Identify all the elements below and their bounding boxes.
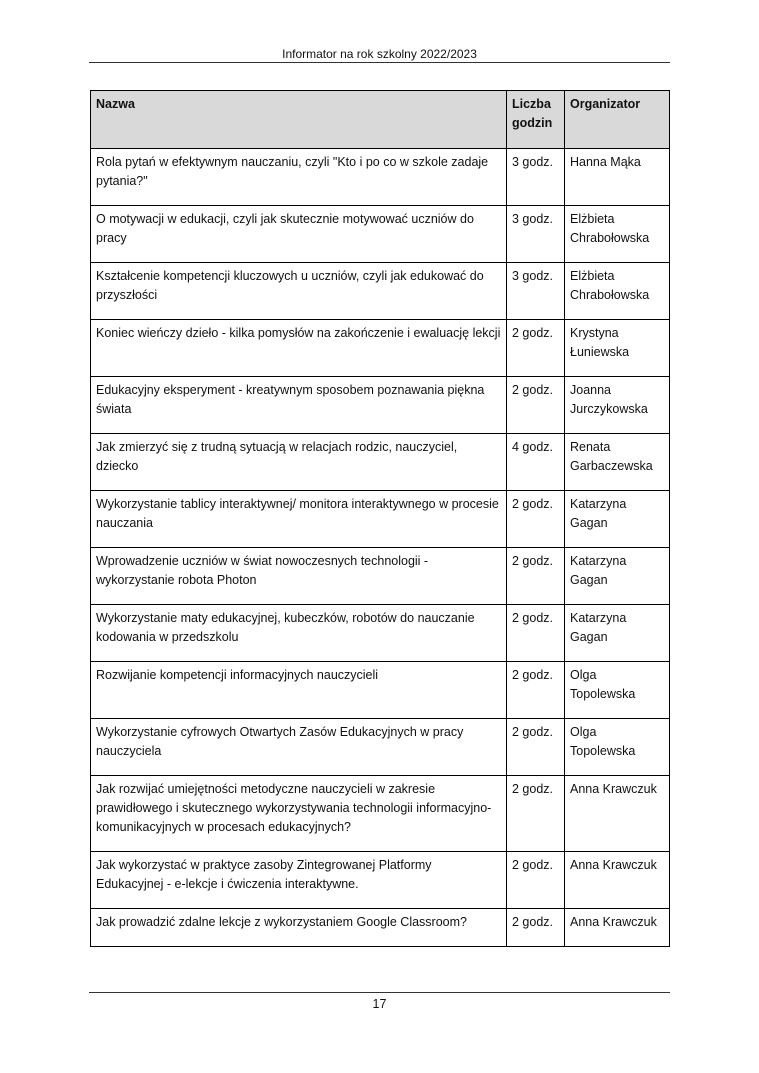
page-number: 17 [372, 997, 387, 1011]
cell-organizer: Katarzyna Gagan [565, 491, 670, 548]
cell-organizer: Hanna Mąka [565, 149, 670, 206]
column-header-name: Nazwa [91, 91, 507, 149]
table-row [91, 548, 670, 605]
cell-hours: 4 godz. [507, 434, 565, 491]
cell-hours: 3 godz. [507, 263, 565, 320]
cell-name: Rola pytań w efektywnym nauczaniu, czyli "Kto i po co w szkole zadaje pytania?" [91, 149, 507, 206]
cell-hours: 2 godz. [507, 377, 565, 434]
table-row [91, 909, 670, 947]
cell-organizer: Katarzyna Gagan [565, 548, 670, 605]
cell-organizer: Joanna Jurczykowska [565, 377, 670, 434]
cell-name: Koniec wieńczy dzieło - kilka pomysłów na zakończenie i ewaluację lekcji [91, 320, 507, 377]
cell-organizer: Renata Garbaczewska [565, 434, 670, 491]
cell-organizer: Katarzyna Gagan [565, 605, 670, 662]
cell-hours: 3 godz. [507, 206, 565, 263]
cell-name: Jak zmierzyć się z trudną sytuacją w relacjach rodzic, nauczyciel, dziecko [91, 434, 507, 491]
table-row [91, 434, 670, 491]
cell-name: Jak wykorzystać w praktyce zasoby Zintegrowanej Platformy Edukacyjnej - e-lekcje i ćwiczenia interaktywne. [91, 852, 507, 909]
cell-name: Jak prowadzić zdalne lekcje z wykorzystaniem Google Classroom? [91, 909, 507, 947]
table-row [91, 320, 670, 377]
cell-hours: 2 godz. [507, 852, 565, 909]
table-header-row [91, 91, 670, 149]
cell-organizer: Olga Topolewska [565, 719, 670, 776]
cell-name: Wykorzystanie tablicy interaktywnej/ monitora interaktywnego w procesie nauczania [91, 491, 507, 548]
header-divider [89, 62, 670, 63]
table-row [91, 377, 670, 434]
cell-name: Edukacyjny eksperyment - kreatywnym sposobem poznawania piękna świata [91, 377, 507, 434]
cell-organizer: Krystyna Łuniewska [565, 320, 670, 377]
cell-hours: 2 godz. [507, 776, 565, 852]
cell-name: Kształcenie kompetencji kluczowych u uczniów, czyli jak edukować do przyszłości [91, 263, 507, 320]
cell-name: Jak rozwijać umiejętności metodyczne nauczycieli w zakresie prawidłowego i skutecznego wykorzystywania technologii informacyjno-komunikacyjnych w procesach edukacyjnych? [91, 776, 507, 852]
cell-organizer: Anna Krawczuk [565, 909, 670, 947]
cell-name: Wykorzystanie cyfrowych Otwartych Zasów Edukacyjnych w pracy nauczyciela [91, 719, 507, 776]
table-row [91, 149, 670, 206]
table-row [91, 852, 670, 909]
cell-hours: 2 godz. [507, 909, 565, 947]
cell-organizer: Olga Topolewska [565, 662, 670, 719]
column-header-hours: Liczba godzin [507, 91, 565, 149]
cell-hours: 2 godz. [507, 605, 565, 662]
table-row [91, 719, 670, 776]
cell-name: Wprowadzenie uczniów w świat nowoczesnych technologii - wykorzystanie robota Photon [91, 548, 507, 605]
cell-hours: 2 godz. [507, 662, 565, 719]
cell-hours: 2 godz. [507, 719, 565, 776]
cell-organizer: Anna Krawczuk [565, 852, 670, 909]
column-header-organizer: Organizator [565, 91, 670, 149]
page-header-title: Informator na rok szkolny 2022/2023 [282, 47, 477, 61]
cell-organizer: Elżbieta Chrabołowska [565, 206, 670, 263]
table-row [91, 206, 670, 263]
training-table [90, 90, 670, 947]
cell-hours: 2 godz. [507, 320, 565, 377]
cell-name: Rozwijanie kompetencji informacyjnych nauczycieli [91, 662, 507, 719]
cell-name: O motywacji w edukacji, czyli jak skutecznie motywować uczniów do pracy [91, 206, 507, 263]
footer-divider [89, 992, 670, 993]
table-row [91, 263, 670, 320]
cell-hours: 3 godz. [507, 149, 565, 206]
cell-hours: 2 godz. [507, 491, 565, 548]
cell-organizer: Anna Krawczuk [565, 776, 670, 852]
table-row [91, 776, 670, 852]
table-row [91, 491, 670, 548]
table-row [91, 662, 670, 719]
cell-hours: 2 godz. [507, 548, 565, 605]
cell-organizer: Elżbieta Chrabołowska [565, 263, 670, 320]
table-row [91, 605, 670, 662]
cell-name: Wykorzystanie maty edukacyjnej, kubeczków, robotów do nauczanie kodowania w przedszkolu [91, 605, 507, 662]
